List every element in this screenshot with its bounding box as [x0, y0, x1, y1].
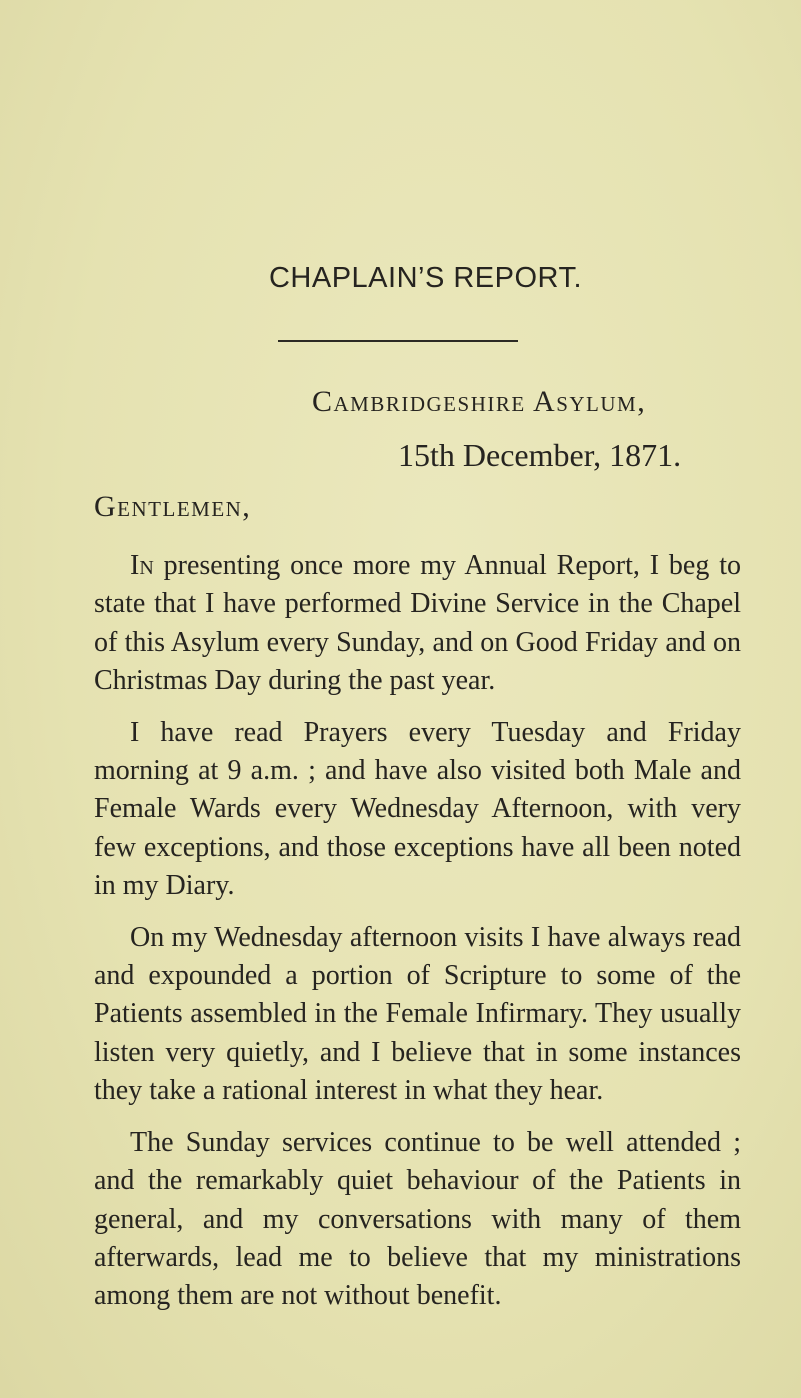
paragraph	[94, 919, 741, 1111]
paragraph	[94, 547, 741, 701]
paragraph-lead-word: In	[130, 550, 154, 581]
report-title: CHAPLAIN’S REPORT.	[268, 262, 583, 294]
letter-salutation: Gentlemen,	[94, 490, 252, 523]
paragraph	[94, 1124, 741, 1316]
paragraph-text: I have read Prayers every Tuesday and Friday morning at 9 a.m. ; and have also visited both Male and Female Wards every Wednesday Afternoon, with very few exceptions, and those exceptions have all been noted in my Diary.	[94, 716, 741, 902]
paragraph-text: On my Wednesday afternoon visits I have always read and expounded a portion of Scripture to some of the Patients assembled in the Female Infirmary. They usually listen very quietly, and I believe that in some instances they take a rational interest in what they hear.	[94, 921, 741, 1107]
paragraph-text: The Sunday services continue to be well attended ; and the remarkably quiet behaviour of the Patients in general, and my conversations with many of them afterwards, lead me to believe that my ministrations among them are not without benefit.	[94, 1126, 741, 1312]
letter-date: 15th December, 1871.	[398, 437, 682, 473]
paragraph-text: presenting once more my Annual Report, I beg to state that I have performed Divine Service in the Chapel of this Asylum every Sunday, and on Good Friday and on Christmas Day during the past year.	[94, 550, 741, 697]
paragraph	[94, 714, 741, 906]
letter-place: Cambridgeshire Asylum,	[312, 385, 647, 418]
letter-body	[94, 547, 741, 1329]
title-rule	[278, 340, 518, 342]
